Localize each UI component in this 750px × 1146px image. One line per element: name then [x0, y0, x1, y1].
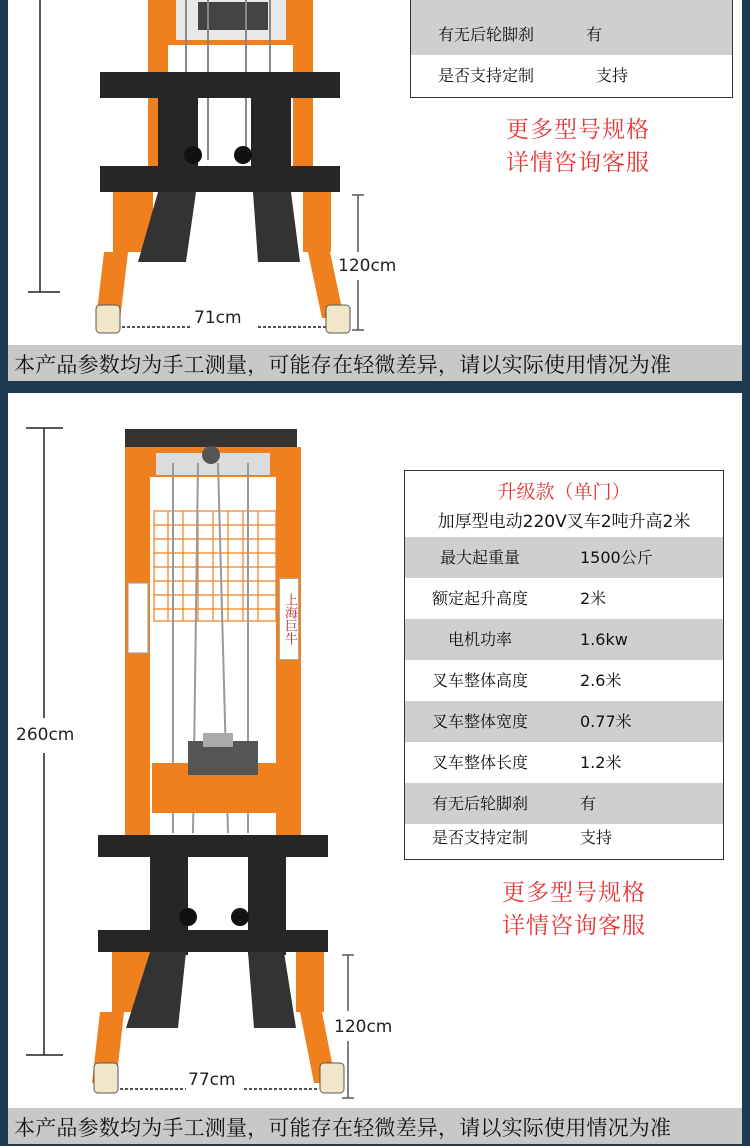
spec-label: 叉车整体宽度 — [431, 712, 528, 731]
spec-value: 0.77米 — [580, 712, 632, 731]
spec-value: 有 — [580, 794, 597, 813]
consult-service-line: 详情咨询客服 — [506, 150, 650, 176]
spec-value: 支持 — [580, 828, 613, 847]
spec-value: 有 — [586, 25, 603, 44]
spec-row — [405, 660, 723, 701]
more-models-line: 更多型号规格 — [506, 117, 650, 143]
spec-value: 2.6米 — [580, 671, 622, 690]
product-panel-bottom — [8, 393, 742, 1108]
spec-title: 升级款（单门） — [497, 481, 631, 503]
spec-table-bottom — [404, 470, 724, 860]
spec-label: 叉车整体高度 — [431, 671, 528, 690]
spec-label: 额定起升高度 — [431, 589, 528, 608]
spec-row — [411, 55, 732, 96]
spec-row — [405, 817, 723, 858]
disclaimer-text: 本产品参数均为手工测量，可能存在轻微差异，请以实际使用情况为准 — [14, 353, 672, 377]
brand-sign: 上海巨牛 — [279, 578, 299, 660]
spec-label: 是否支持定制 — [431, 828, 528, 847]
spec-label: 最大起重量 — [439, 548, 520, 567]
spec-row — [405, 742, 723, 783]
more-models-notice-bottom — [474, 877, 674, 943]
more-models-line: 更多型号规格 — [502, 880, 646, 906]
spec-row — [405, 537, 723, 578]
fork-length-dimension-label: 120cm — [338, 256, 397, 276]
spec-label: 是否支持定制 — [437, 66, 534, 85]
spec-row — [411, 14, 732, 55]
fork-length-dimension-label: 120cm — [334, 1017, 393, 1037]
spec-row — [405, 619, 723, 660]
spec-table-top — [410, 0, 733, 98]
disclaimer-band-top — [8, 345, 742, 381]
height-dimension-label: 260cm — [16, 725, 75, 745]
width-dimension-label: 71cm — [194, 308, 242, 328]
spec-row — [405, 578, 723, 619]
spec-value: 支持 — [596, 66, 629, 85]
spec-value: 1.6kw — [580, 630, 628, 649]
spec-row-cut — [411, 0, 732, 14]
spec-subtitle: 加厚型电动220V叉车2吨升高2米 — [437, 512, 691, 532]
spec-value: 1500公斤 — [580, 548, 653, 567]
spec-label: 有无后轮脚刹 — [431, 794, 528, 813]
consult-service-line: 详情咨询客服 — [502, 913, 646, 939]
disclaimer-text: 本产品参数均为手工测量，可能存在轻微差异，请以实际使用情况为准 — [14, 1116, 672, 1140]
spec-label: 电机功率 — [447, 630, 512, 649]
more-models-notice-top — [478, 114, 678, 180]
spec-value: 1.2米 — [580, 753, 622, 772]
width-dimension-label: 77cm — [188, 1070, 236, 1090]
product-panel-top — [8, 0, 742, 345]
spec-row — [405, 701, 723, 742]
spec-value: 2米 — [580, 589, 607, 608]
spec-label: 叉车整体长度 — [431, 753, 528, 772]
disclaimer-band-bottom — [8, 1108, 742, 1144]
spec-label: 有无后轮脚刹 — [437, 25, 534, 44]
